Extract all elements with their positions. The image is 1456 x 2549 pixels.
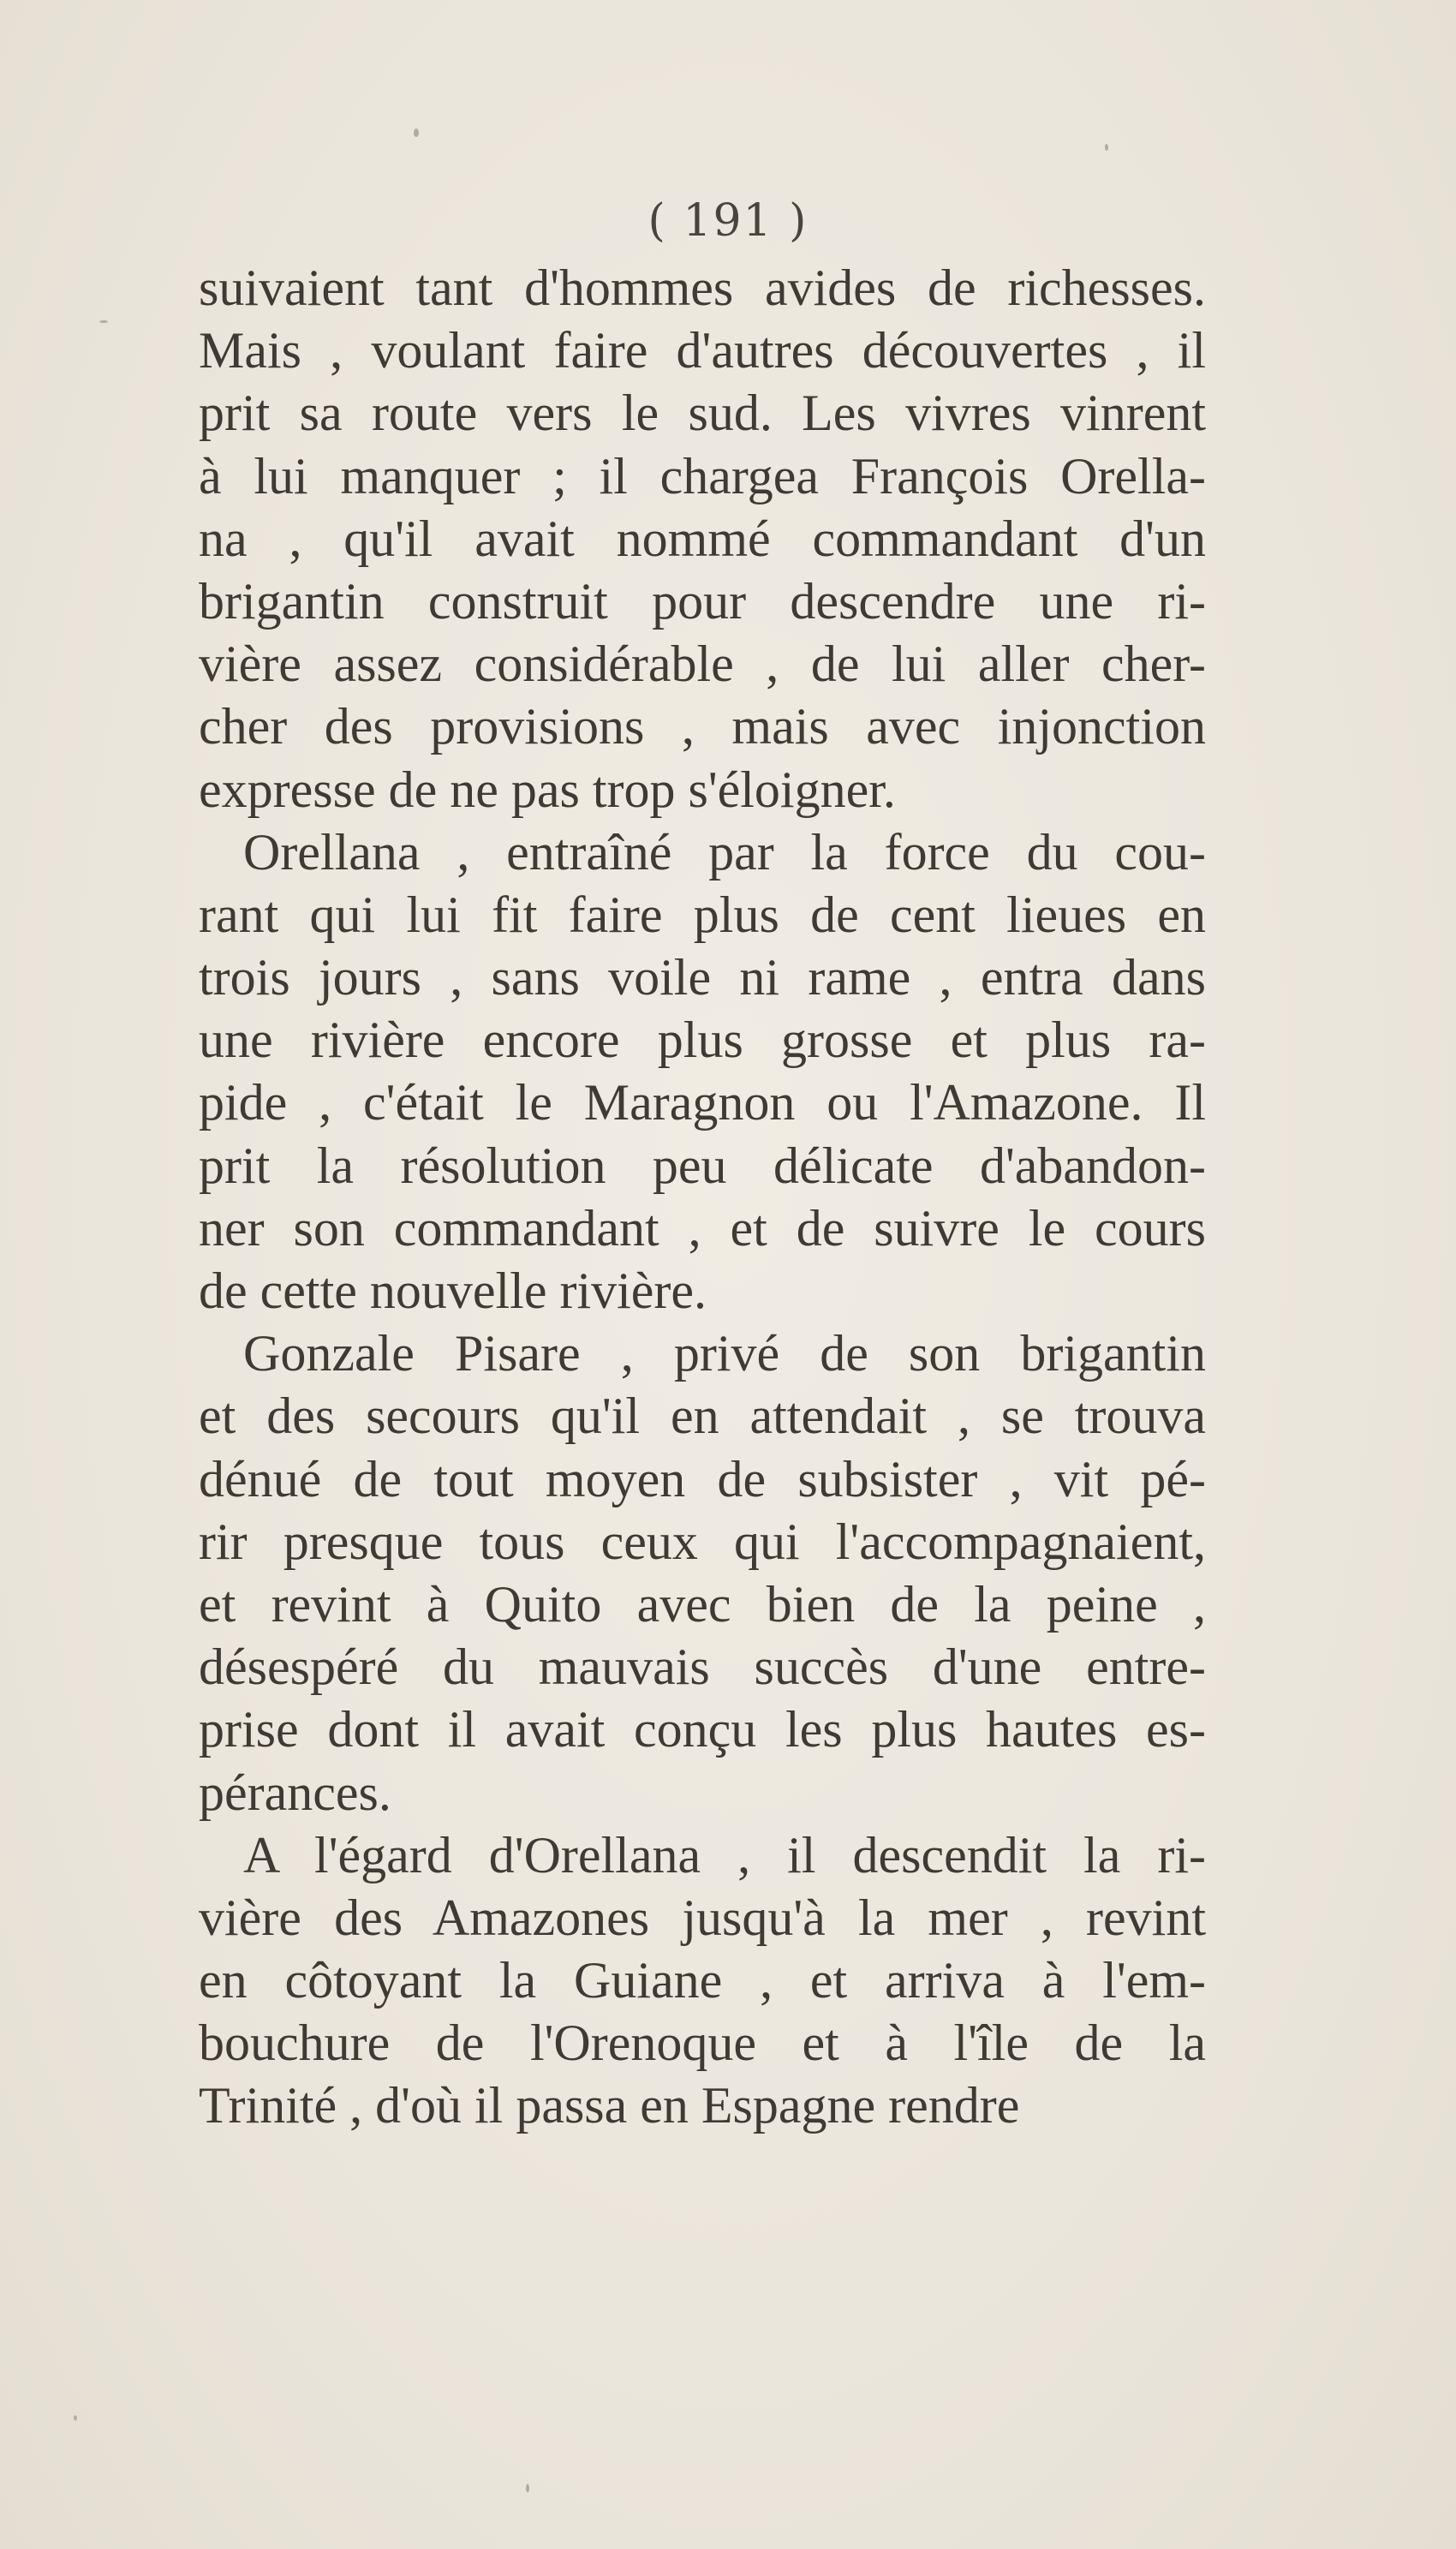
page-number: ( 191 ) [647,195,809,247]
paper-speck [74,2415,77,2421]
text-line: prit la résolution peu délicate d'abandon- [199,1137,1206,1194]
text-line: dénué de tout moyen de subsister , vit pé- [199,1450,1206,1507]
text-line: trois jours , sans voile ni rame , entra dans [199,949,1206,1006]
text-line: Orellana , entraîné par la force du cou- [243,823,1206,881]
text-line: prise dont il avait conçu les plus hautes es- [199,1701,1206,1758]
text-line: vière assez considérable , de lui aller cher- [199,636,1206,693]
text-line: et revint à Quito avec bien de la peine , [199,1575,1206,1633]
text-line: suivaient tant d'hommes avides de richesses. [199,260,1206,316]
text-line: cher des provisions , mais avec injonction [199,698,1206,755]
body-text [199,257,1206,2138]
paragraph [199,821,1206,1323]
text-line: pérances. [199,1764,391,1821]
paper-speck [526,2484,529,2492]
text-line: pide , c'était le Maragnon ou l'Amazone. Il [199,1074,1206,1131]
text-line: A l'égard d'Orellana , il descendit la ri- [243,1826,1206,1883]
text-line: et des secours qu'il en attendait , se trouva [199,1388,1206,1445]
text-line: bouchure de l'Orenoque et à l'île de la [199,2015,1206,2072]
text-line: désespéré du mauvais succès d'une entre- [199,1639,1206,1696]
text-line: ner son commandant , et de suivre le cours [199,1199,1206,1257]
paragraph [199,257,1206,821]
text-line: vière des Amazones jusqu'à la mer , revint [199,1889,1206,1946]
paper-speck [99,320,108,323]
text-line: Mais , voulant faire d'autres découvertes , il [199,322,1206,379]
text-line: prit sa route vers le sud. Les vivres vinrent [199,385,1206,442]
text-line: na , qu'il avait nommé commandant d'un [199,510,1206,567]
text-line: à lui manquer ; il chargea François Orella- [199,447,1206,504]
text-line: en côtoyant la Guiane , et arriva à l'em- [199,1952,1206,2009]
text-line: Trinité , d'où il passa en Espagne rendre [199,2077,1020,2134]
paragraph [199,1322,1206,1824]
text-line: expresse de ne pas trop s'éloigner. [199,761,896,818]
text-line: de cette nouvelle rivière. [199,1263,707,1319]
text-line: Gonzale Pisare , privé de son brigantin [243,1325,1206,1382]
paper-speck [414,128,419,137]
paper-speck [1105,144,1108,151]
text-line: rant qui lui fit faire plus de cent lieues en [199,886,1206,943]
text-line: une rivière encore plus grosse et plus ra- [199,1012,1206,1069]
paragraph [199,1824,1206,2138]
text-line: brigantin construit pour descendre une ri- [199,572,1206,630]
text-line: rir presque tous ceux qui l'accompagnaient, [199,1513,1206,1570]
